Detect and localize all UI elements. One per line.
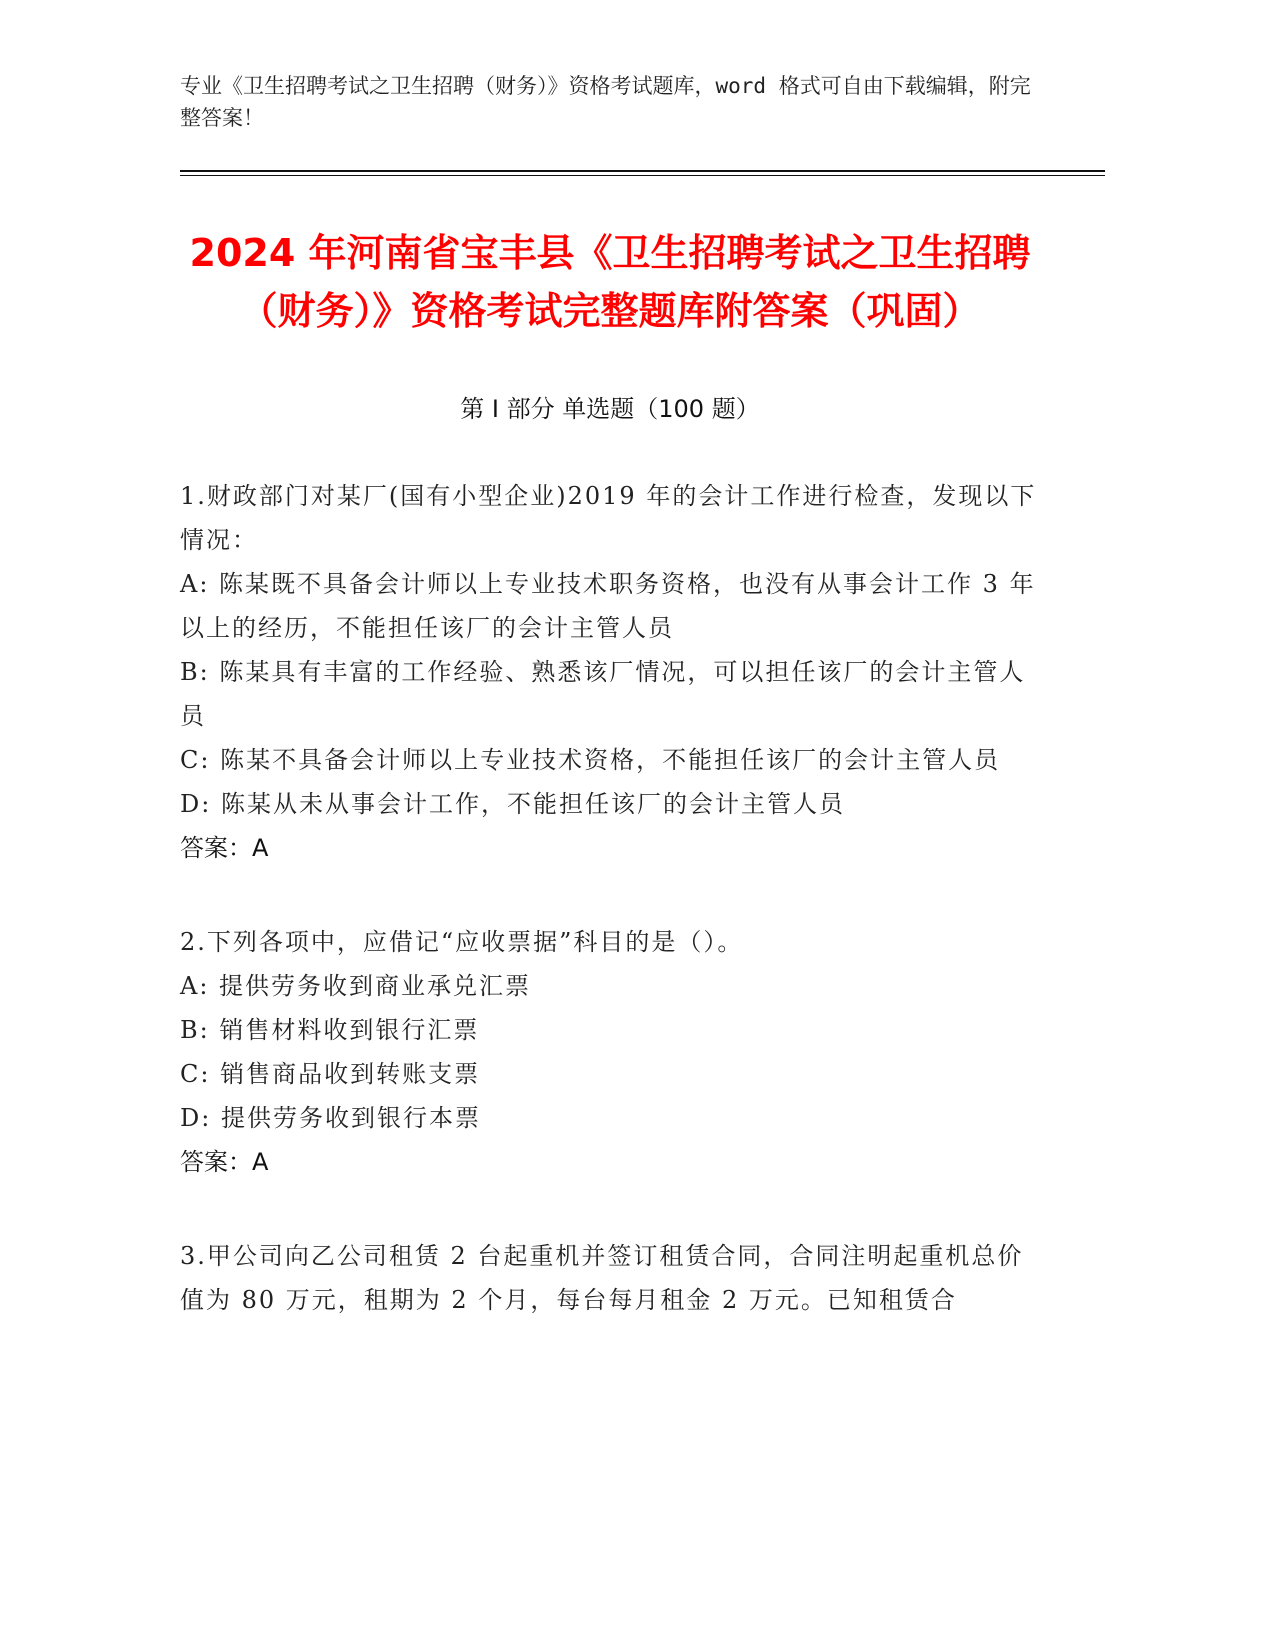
question-1 [180, 474, 1040, 870]
question-list [180, 474, 1105, 1322]
option-a: A: 陈某既不具备会计师以上专业技术职务资格，也没有从事会计工作 3 年以上的经历，不能担任该厂的会计主管人员 [180, 570, 1036, 642]
document-page [180, 70, 1105, 1322]
option-c: C: 销售商品收到转账支票 [180, 1060, 481, 1088]
option-a: A: 提供劳务收到商业承兑汇票 [180, 972, 532, 1000]
option-c: C: 陈某不具备会计师以上专业技术资格，不能担任该厂的会计主管人员 [180, 746, 1001, 774]
option-b: B: 销售材料收到银行汇票 [180, 1016, 480, 1044]
question-3 [180, 1234, 1040, 1322]
answer-label: 答案：A [180, 1148, 269, 1176]
question-text: 2.下列各项中，应借记“应收票据”科目的是（）。 [180, 928, 744, 956]
option-b: B: 陈某具有丰富的工作经验、熟悉该厂情况，可以担任该厂的会计主管人员 [180, 658, 1026, 730]
option-d: D: 陈某从未从事会计工作，不能担任该厂的会计主管人员 [180, 790, 845, 818]
document-title: 2024 年河南省宝丰县《卫生招聘考试之卫生招聘（财务）》资格考试完整题库附答案（巩固） [189, 231, 1031, 333]
divider-thin [180, 175, 1105, 176]
header-note: 专业《卫生招聘考试之卫生招聘（财务）》资格考试题库，word 格式可自由下载编辑，附完整答案！ [180, 74, 1031, 130]
header-divider [180, 170, 1105, 176]
question-2 [180, 920, 1040, 1184]
question-text: 1.财政部门对某厂(国有小型企业)2019 年的会计工作进行检查，发现以下情况： [180, 482, 1037, 554]
answer-label: 答案：A [180, 834, 269, 862]
divider-thick [180, 170, 1105, 172]
question-text: 3.甲公司向乙公司租赁 2 台起重机并签订租赁合同，合同注明起重机总价值为 80 万元，租期为 2 个月，每台每月租金 2 万元。已知租赁合 [180, 1242, 1024, 1314]
option-d: D: 提供劳务收到银行本票 [180, 1104, 481, 1132]
section-heading: 第 I 部分 单选题（100 题） [460, 395, 760, 423]
